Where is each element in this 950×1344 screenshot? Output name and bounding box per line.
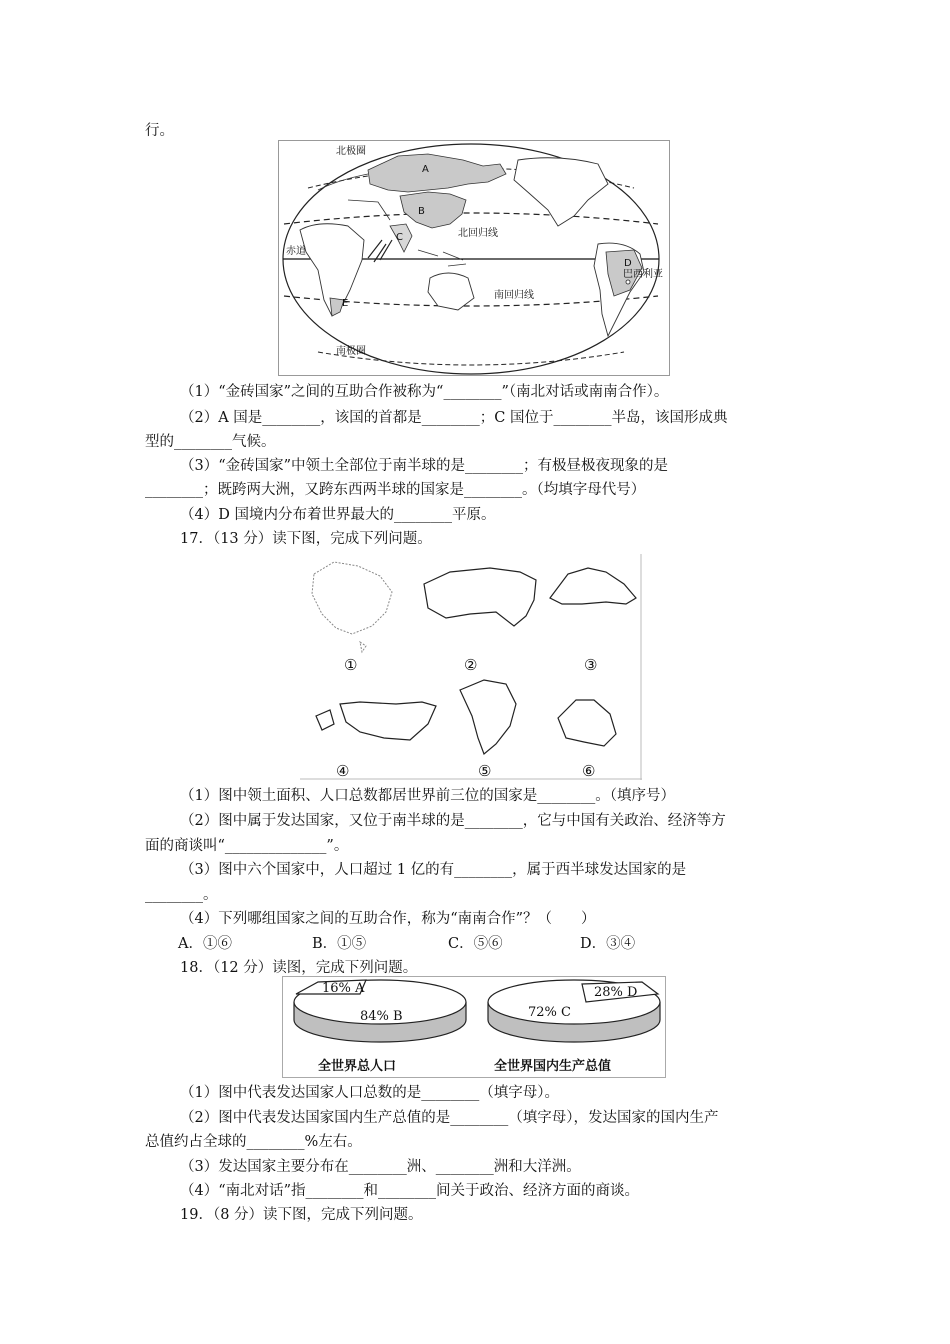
question-16-2-cont: 型的________气候。 bbox=[145, 434, 276, 450]
label-D: D bbox=[624, 258, 632, 269]
question-17-2: （2）图中属于发达国家，又位于南半球的是________，它与中国有关政治、经济等方 bbox=[180, 813, 726, 829]
option-a: A．①⑥ bbox=[178, 936, 232, 952]
world-map-figure bbox=[278, 140, 670, 376]
caption-3: ③ bbox=[584, 656, 598, 674]
caption-2: ② bbox=[464, 656, 478, 674]
outline-brazil bbox=[460, 680, 516, 754]
question-16-3-cont: ________；既跨两大洲，又跨东西两半球的国家是________。（均填字母代号） bbox=[145, 482, 646, 498]
question-16-4: （4）D 国境内分布着世界最大的________平原。 bbox=[180, 507, 496, 523]
question-17-1: （1）图中领土面积、人口总数都居世界前三位的国家是________。（填序号） bbox=[180, 788, 675, 804]
pie-left-title: 全世界总人口 bbox=[318, 1059, 397, 1074]
label-A: A bbox=[422, 164, 429, 175]
question-18-3: （3）发达国家主要分布在________洲、________洲和大洋洲。 bbox=[180, 1159, 581, 1175]
outline-china bbox=[312, 562, 392, 652]
caption-1: ① bbox=[344, 656, 358, 674]
label-antarctic-circle: 南极圈 bbox=[336, 346, 366, 357]
caption-4: ④ bbox=[336, 762, 350, 780]
option-b: B．①⑤ bbox=[312, 936, 367, 952]
pie-left-large-label: 84% B bbox=[360, 1009, 403, 1024]
caption-6: ⑥ bbox=[582, 762, 596, 780]
option-d: D．③④ bbox=[580, 936, 636, 952]
label-C: C bbox=[396, 232, 403, 243]
question-16-1: （1）“金砖国家”之间的互助合作被称为“________”（南北对话或南南合作）。 bbox=[180, 384, 669, 400]
question-17-heading: 17．（13 分）读下图，完成下列问题。 bbox=[180, 531, 432, 547]
pie-right-small-label: 28% D bbox=[594, 985, 638, 1000]
question-17-4: （4）下列哪组国家之间的互助合作，称为“南南合作”？（ ） bbox=[180, 911, 596, 927]
label-tropic-north: 北回归线 bbox=[458, 228, 498, 239]
country-outlines-figure bbox=[300, 554, 642, 780]
question-16-2: （2）A 国是________，该国的首都是________；C 国位于________半岛，该国形成典 bbox=[180, 410, 728, 426]
pie-charts-figure bbox=[282, 976, 666, 1078]
question-18-heading: 18．（12 分）读图，完成下列问题。 bbox=[180, 960, 418, 976]
outline-canada bbox=[550, 568, 636, 604]
caption-5: ⑤ bbox=[478, 762, 492, 780]
label-E: E bbox=[342, 298, 349, 309]
question-17-2-cont: 面的商谈叫“______________”。 bbox=[145, 838, 349, 854]
question-18-2-cont: 总值约占全球的________%左右。 bbox=[145, 1134, 362, 1150]
pie-left-small-label: 16% A bbox=[322, 981, 365, 996]
question-17-3: （3）图中六个国家中，人口超过 1 亿的有________，属于西半球发达国家的是 bbox=[180, 862, 687, 878]
outline-australia bbox=[558, 700, 616, 746]
label-equator: 赤道 bbox=[286, 246, 306, 257]
label-B: B bbox=[418, 206, 425, 217]
question-17-3-cont: ________。 bbox=[145, 887, 218, 903]
outline-russia bbox=[424, 568, 536, 626]
label-arctic-circle: 北极圈 bbox=[336, 146, 366, 157]
question-18-1: （1）图中代表发达国家人口总数的是________（填字母）。 bbox=[180, 1085, 559, 1101]
question-18-4: （4）“南北对话”指________和________间关于政治、经济方面的商谈。 bbox=[180, 1183, 640, 1199]
question-19-heading: 19．（8 分）读下图，完成下列问题。 bbox=[180, 1207, 423, 1223]
text-line: 行。 bbox=[145, 123, 174, 139]
pie-right-title: 全世界国内生产总值 bbox=[494, 1059, 612, 1074]
label-tropic-south: 南回归线 bbox=[494, 290, 534, 301]
pie-right-large-label: 72% C bbox=[528, 1005, 571, 1020]
outline-usa bbox=[316, 702, 436, 740]
option-c: C．⑤⑥ bbox=[448, 936, 503, 952]
label-brasilia: 巴西利亚 bbox=[623, 269, 663, 280]
question-16-3: （3）“金砖国家”中领土全部位于南半球的是________；有极昼极夜现象的是 bbox=[180, 458, 669, 474]
question-18-2: （2）图中代表发达国家国内生产总值的是________（填字母），发达国家的国内生产 bbox=[180, 1110, 719, 1126]
